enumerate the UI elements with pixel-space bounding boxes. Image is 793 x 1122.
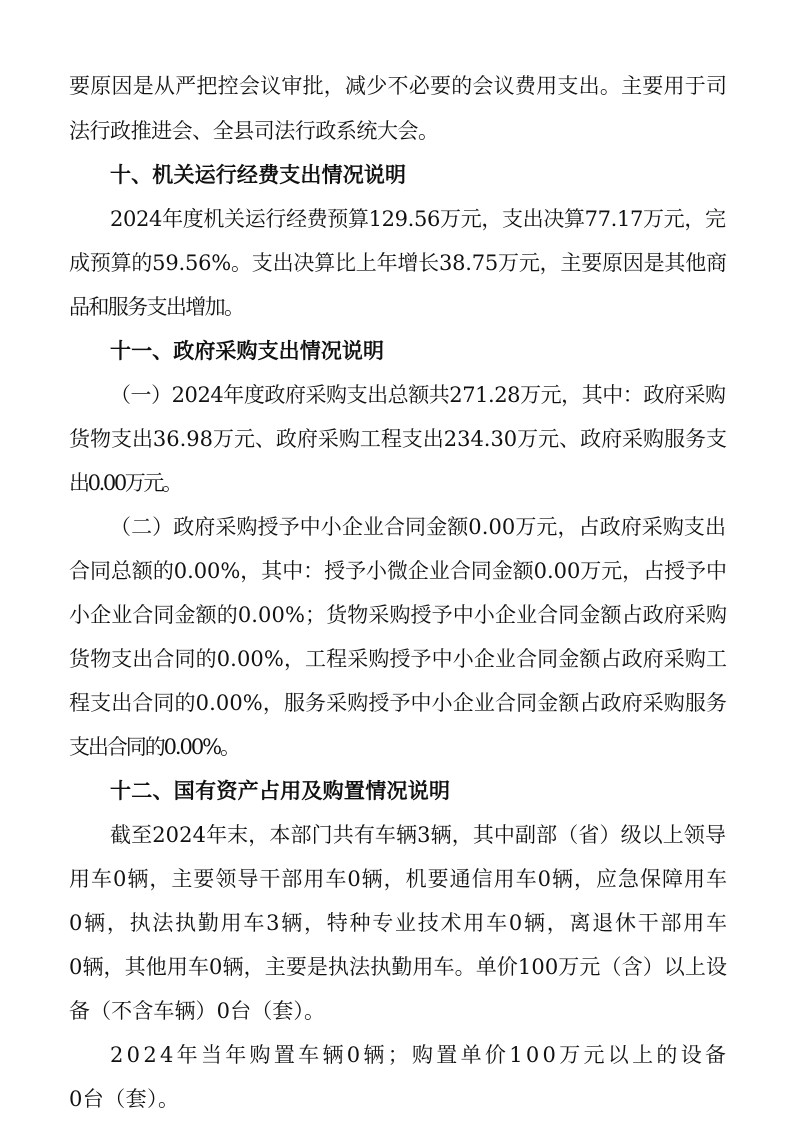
text-line <box>0 595 793 635</box>
text-line-content: （二）政府采购授予中小企业合同金额0.00万元，占政府采购支出 <box>110 515 727 539</box>
text-line-content: 货物支出36.98万元、政府采购工程支出234.30万元、政府采购服务支 <box>69 427 727 451</box>
text-line-content: 截至2024年末，本部门共有车辆3辆，其中副部（省）级以上领导 <box>110 823 727 847</box>
text-line-content: 支出合同的0.00%。 <box>69 735 239 759</box>
text-line <box>0 683 793 723</box>
text-line-content: 要原因是从严把控会议审批，减少不必要的会议费用支出。主要用于司 <box>69 74 728 98</box>
text-line-content: 备（不含车辆）0台（套）。 <box>69 999 326 1023</box>
text-line <box>0 903 793 943</box>
text-line-content: 用车0辆，主要领导干部用车0辆，机要通信用车0辆，应急保障用车 <box>69 867 728 891</box>
text-line-content: （一）2024年度政府采购支出总额共271.28万元，其中：政府采购 <box>110 383 726 407</box>
text-line <box>0 463 793 503</box>
text-line-content: 小企业合同金额的0.00%；货物采购授予中小企业合同金额占政府采购 <box>69 603 728 627</box>
text-line <box>0 991 793 1031</box>
text-line <box>0 815 793 855</box>
text-line <box>0 1079 793 1119</box>
text-line-content: 0台（套）。 <box>69 1087 180 1111</box>
section-heading <box>0 331 793 371</box>
text-line <box>0 199 793 239</box>
text-line-content: 程支出合同的0.00%，服务采购授予中小企业合同金额占政府采购服务 <box>69 691 728 715</box>
text-line-content: 0辆，其他用车0辆，主要是执法执勤用车。单价100万元（含）以上设 <box>69 955 728 979</box>
text-line <box>0 287 793 327</box>
text-line-content: 法行政推进会、全县司法行政系统大会。 <box>69 119 439 143</box>
text-line <box>0 947 793 987</box>
text-line <box>0 111 793 151</box>
text-line-content: 2024年当年购置车辆0辆；购置单价100万元以上的设备 <box>110 1043 730 1067</box>
section-heading-text: 十、机关运行经费支出情况说明 <box>110 163 407 187</box>
section-heading-text: 十二、国有资产占用及购置情况说明 <box>110 779 451 803</box>
text-line-content: 出0.00万元。 <box>69 471 181 495</box>
text-line <box>0 727 793 767</box>
text-line-content: 货物支出合同的0.00%，工程采购授予中小企业合同金额占政府采购工 <box>69 647 728 671</box>
section-heading <box>0 771 793 811</box>
text-line <box>0 243 793 283</box>
text-line <box>0 639 793 679</box>
text-line-content: 成预算的59.56%。支出决算比上年增长38.75万元，主要原因是其他商 <box>69 251 727 275</box>
text-line <box>0 419 793 459</box>
text-line <box>0 66 793 106</box>
text-line-content: 品和服务支出增加。 <box>69 295 244 319</box>
text-line <box>0 1035 793 1075</box>
text-line <box>0 507 793 547</box>
text-line-content: 2024年度机关运行经费预算129.56万元，支出决算77.17万元，完 <box>110 207 726 231</box>
text-line-content: 0辆，执法执勤用车3辆，特种专业技术用车0辆，离退休干部用车 <box>69 911 729 935</box>
section-heading <box>0 155 793 195</box>
text-line <box>0 551 793 591</box>
text-line-content: 合同总额的0.00%，其中：授予小微企业合同金额0.00万元，占授予中 <box>69 559 727 583</box>
text-line <box>0 859 793 899</box>
text-line <box>0 375 793 415</box>
section-heading-text: 十一、政府采购支出情况说明 <box>110 339 385 363</box>
